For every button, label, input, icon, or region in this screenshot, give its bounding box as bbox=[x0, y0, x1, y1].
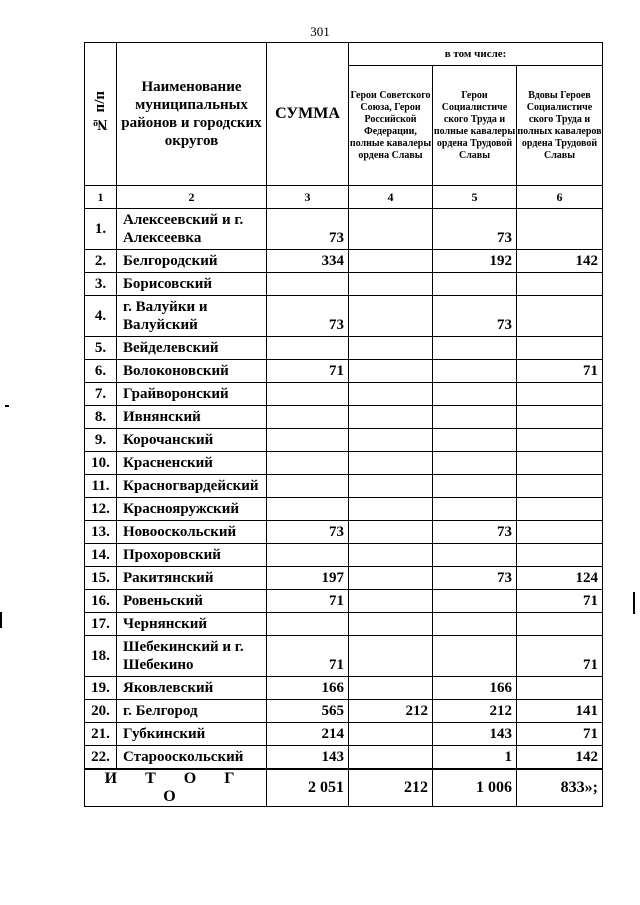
row-col6: 141 bbox=[517, 700, 603, 723]
row-number: 14. bbox=[85, 544, 117, 567]
row-name: Ивнянский bbox=[117, 406, 267, 429]
margin-mark bbox=[0, 612, 2, 628]
row-number: 19. bbox=[85, 677, 117, 700]
row-col5 bbox=[433, 590, 517, 613]
row-number: 17. bbox=[85, 613, 117, 636]
table-row bbox=[85, 296, 603, 337]
row-col6 bbox=[517, 429, 603, 452]
row-col4 bbox=[349, 250, 433, 273]
row-col5: 1 bbox=[433, 746, 517, 770]
table-row bbox=[85, 337, 603, 360]
table-row bbox=[85, 360, 603, 383]
row-col6 bbox=[517, 296, 603, 337]
row-col5 bbox=[433, 337, 517, 360]
row-col5: 73 bbox=[433, 521, 517, 544]
row-name: Новооскольский bbox=[117, 521, 267, 544]
row-col5 bbox=[433, 360, 517, 383]
row-col4 bbox=[349, 567, 433, 590]
row-col5: 73 bbox=[433, 567, 517, 590]
row-sum: 73 bbox=[267, 296, 349, 337]
row-sum bbox=[267, 613, 349, 636]
row-number: 12. bbox=[85, 498, 117, 521]
table-row bbox=[85, 590, 603, 613]
row-name: Борисовский bbox=[117, 273, 267, 296]
row-name: Ровеньский bbox=[117, 590, 267, 613]
table-row bbox=[85, 677, 603, 700]
row-number: 15. bbox=[85, 567, 117, 590]
row-col6: 71 bbox=[517, 723, 603, 746]
row-number: 16. bbox=[85, 590, 117, 613]
column-number: 3 bbox=[267, 186, 349, 209]
row-name: Ракитянский bbox=[117, 567, 267, 590]
row-sum bbox=[267, 337, 349, 360]
row-sum bbox=[267, 273, 349, 296]
header-col4: Герои Советского Союза, Герои Российской Федерации, полные кавалеры ордена Славы bbox=[349, 66, 433, 186]
row-col4 bbox=[349, 498, 433, 521]
row-sum: 565 bbox=[267, 700, 349, 723]
header-num-label: № п/п bbox=[92, 90, 108, 133]
row-col4 bbox=[349, 273, 433, 296]
header-col5: Герои Социалистиче ского Труда и полные кавалеры ордена Трудовой Славы bbox=[433, 66, 517, 186]
row-name: Белгородский bbox=[117, 250, 267, 273]
row-col4 bbox=[349, 337, 433, 360]
row-name: Старооскольский bbox=[117, 746, 267, 770]
row-col6 bbox=[517, 406, 603, 429]
row-sum bbox=[267, 475, 349, 498]
row-number: 9. bbox=[85, 429, 117, 452]
row-sum: 334 bbox=[267, 250, 349, 273]
row-col4 bbox=[349, 677, 433, 700]
row-col5 bbox=[433, 498, 517, 521]
row-col6 bbox=[517, 521, 603, 544]
table-row bbox=[85, 383, 603, 406]
page-number: 301 bbox=[310, 24, 330, 39]
header-num bbox=[85, 43, 117, 186]
table-row bbox=[85, 498, 603, 521]
row-number: 21. bbox=[85, 723, 117, 746]
row-col5: 73 bbox=[433, 296, 517, 337]
row-name: Яковлевский bbox=[117, 677, 267, 700]
row-col4 bbox=[349, 383, 433, 406]
row-col6 bbox=[517, 475, 603, 498]
row-col4 bbox=[349, 475, 433, 498]
row-col6: 142 bbox=[517, 746, 603, 770]
total-row bbox=[85, 769, 603, 807]
row-name: Прохоровский bbox=[117, 544, 267, 567]
table-row bbox=[85, 723, 603, 746]
row-col6 bbox=[517, 383, 603, 406]
row-sum bbox=[267, 429, 349, 452]
row-sum: 71 bbox=[267, 590, 349, 613]
row-number: 4. bbox=[85, 296, 117, 337]
row-col4 bbox=[349, 429, 433, 452]
row-col4 bbox=[349, 723, 433, 746]
row-number: 5. bbox=[85, 337, 117, 360]
row-col4 bbox=[349, 746, 433, 770]
row-col6: 71 bbox=[517, 636, 603, 677]
row-sum bbox=[267, 406, 349, 429]
header-sum: СУММА bbox=[267, 43, 349, 186]
header-name: Наименование муниципальных районов и городских округов bbox=[117, 43, 267, 186]
column-numbers-row bbox=[85, 186, 603, 209]
row-number: 3. bbox=[85, 273, 117, 296]
row-col4 bbox=[349, 521, 433, 544]
column-number: 2 bbox=[117, 186, 267, 209]
row-number: 1. bbox=[85, 209, 117, 250]
row-name: Шебекинский и г. Шебекино bbox=[117, 636, 267, 677]
row-col6 bbox=[517, 337, 603, 360]
row-sum: 143 bbox=[267, 746, 349, 770]
row-col4 bbox=[349, 209, 433, 250]
row-col5 bbox=[433, 406, 517, 429]
table-row bbox=[85, 567, 603, 590]
table-row bbox=[85, 209, 603, 250]
row-number: 11. bbox=[85, 475, 117, 498]
row-col4: 212 bbox=[349, 700, 433, 723]
row-col5: 73 bbox=[433, 209, 517, 250]
row-col4 bbox=[349, 613, 433, 636]
row-col4 bbox=[349, 544, 433, 567]
row-name: Красненский bbox=[117, 452, 267, 475]
row-sum: 197 bbox=[267, 567, 349, 590]
margin-mark bbox=[5, 405, 9, 407]
row-col4 bbox=[349, 360, 433, 383]
table-row bbox=[85, 544, 603, 567]
row-col5: 192 bbox=[433, 250, 517, 273]
row-col6 bbox=[517, 677, 603, 700]
row-name: Вейделевский bbox=[117, 337, 267, 360]
row-name: Губкинский bbox=[117, 723, 267, 746]
row-col6 bbox=[517, 273, 603, 296]
header-col6: Вдовы Героев Социалистиче ского Труда и полных кавалеров ордена Трудовой Славы bbox=[517, 66, 603, 186]
row-col4 bbox=[349, 296, 433, 337]
row-col5 bbox=[433, 636, 517, 677]
total-sum: 2 051 bbox=[267, 769, 349, 807]
row-name: Грайворонский bbox=[117, 383, 267, 406]
row-col6 bbox=[517, 209, 603, 250]
table-row bbox=[85, 452, 603, 475]
payments-table bbox=[84, 42, 603, 807]
row-number: 10. bbox=[85, 452, 117, 475]
row-name: Волоконовский bbox=[117, 360, 267, 383]
table-row bbox=[85, 475, 603, 498]
row-number: 6. bbox=[85, 360, 117, 383]
row-sum bbox=[267, 544, 349, 567]
total-label: И Т О Г О bbox=[85, 769, 267, 807]
row-number: 8. bbox=[85, 406, 117, 429]
table-row bbox=[85, 406, 603, 429]
row-number: 22. bbox=[85, 746, 117, 770]
table-row bbox=[85, 250, 603, 273]
row-number: 2. bbox=[85, 250, 117, 273]
row-col5: 143 bbox=[433, 723, 517, 746]
row-sum: 71 bbox=[267, 636, 349, 677]
row-sum bbox=[267, 452, 349, 475]
row-col6 bbox=[517, 498, 603, 521]
table-row bbox=[85, 429, 603, 452]
row-col6: 71 bbox=[517, 360, 603, 383]
row-col6 bbox=[517, 452, 603, 475]
row-col6: 142 bbox=[517, 250, 603, 273]
table-row bbox=[85, 700, 603, 723]
row-col5 bbox=[433, 475, 517, 498]
table-row bbox=[85, 636, 603, 677]
row-sum: 71 bbox=[267, 360, 349, 383]
row-col4 bbox=[349, 452, 433, 475]
row-sum: 166 bbox=[267, 677, 349, 700]
row-number: 20. bbox=[85, 700, 117, 723]
row-col5 bbox=[433, 273, 517, 296]
row-col6 bbox=[517, 613, 603, 636]
row-sum: 73 bbox=[267, 209, 349, 250]
row-col4 bbox=[349, 636, 433, 677]
margin-mark bbox=[633, 592, 635, 614]
header-group: в том числе: bbox=[349, 43, 603, 66]
row-sum bbox=[267, 498, 349, 521]
row-sum: 214 bbox=[267, 723, 349, 746]
row-col5 bbox=[433, 544, 517, 567]
row-col4 bbox=[349, 406, 433, 429]
row-number: 7. bbox=[85, 383, 117, 406]
column-number: 4 bbox=[349, 186, 433, 209]
row-name: г. Валуйки и Валуйский bbox=[117, 296, 267, 337]
row-number: 18. bbox=[85, 636, 117, 677]
row-col5 bbox=[433, 452, 517, 475]
table-row bbox=[85, 613, 603, 636]
row-col5: 166 bbox=[433, 677, 517, 700]
table-row bbox=[85, 273, 603, 296]
row-name: Чернянский bbox=[117, 613, 267, 636]
column-number: 1 bbox=[85, 186, 117, 209]
row-name: Корочанский bbox=[117, 429, 267, 452]
total-col4: 212 bbox=[349, 769, 433, 807]
row-name: Алексеевский и г. Алексеевка bbox=[117, 209, 267, 250]
row-col6 bbox=[517, 544, 603, 567]
row-col6: 124 bbox=[517, 567, 603, 590]
row-col5 bbox=[433, 383, 517, 406]
row-name: Красногвардейский bbox=[117, 475, 267, 498]
row-sum: 73 bbox=[267, 521, 349, 544]
row-col5 bbox=[433, 613, 517, 636]
column-number: 5 bbox=[433, 186, 517, 209]
row-col6: 71 bbox=[517, 590, 603, 613]
column-number: 6 bbox=[517, 186, 603, 209]
row-col5 bbox=[433, 429, 517, 452]
total-col5: 1 006 bbox=[433, 769, 517, 807]
row-col5: 212 bbox=[433, 700, 517, 723]
table-row bbox=[85, 521, 603, 544]
row-name: Краснояружский bbox=[117, 498, 267, 521]
row-name: г. Белгород bbox=[117, 700, 267, 723]
row-number: 13. bbox=[85, 521, 117, 544]
row-col4 bbox=[349, 590, 433, 613]
total-col6: 833»; bbox=[517, 769, 603, 807]
table-row bbox=[85, 746, 603, 770]
row-sum bbox=[267, 383, 349, 406]
